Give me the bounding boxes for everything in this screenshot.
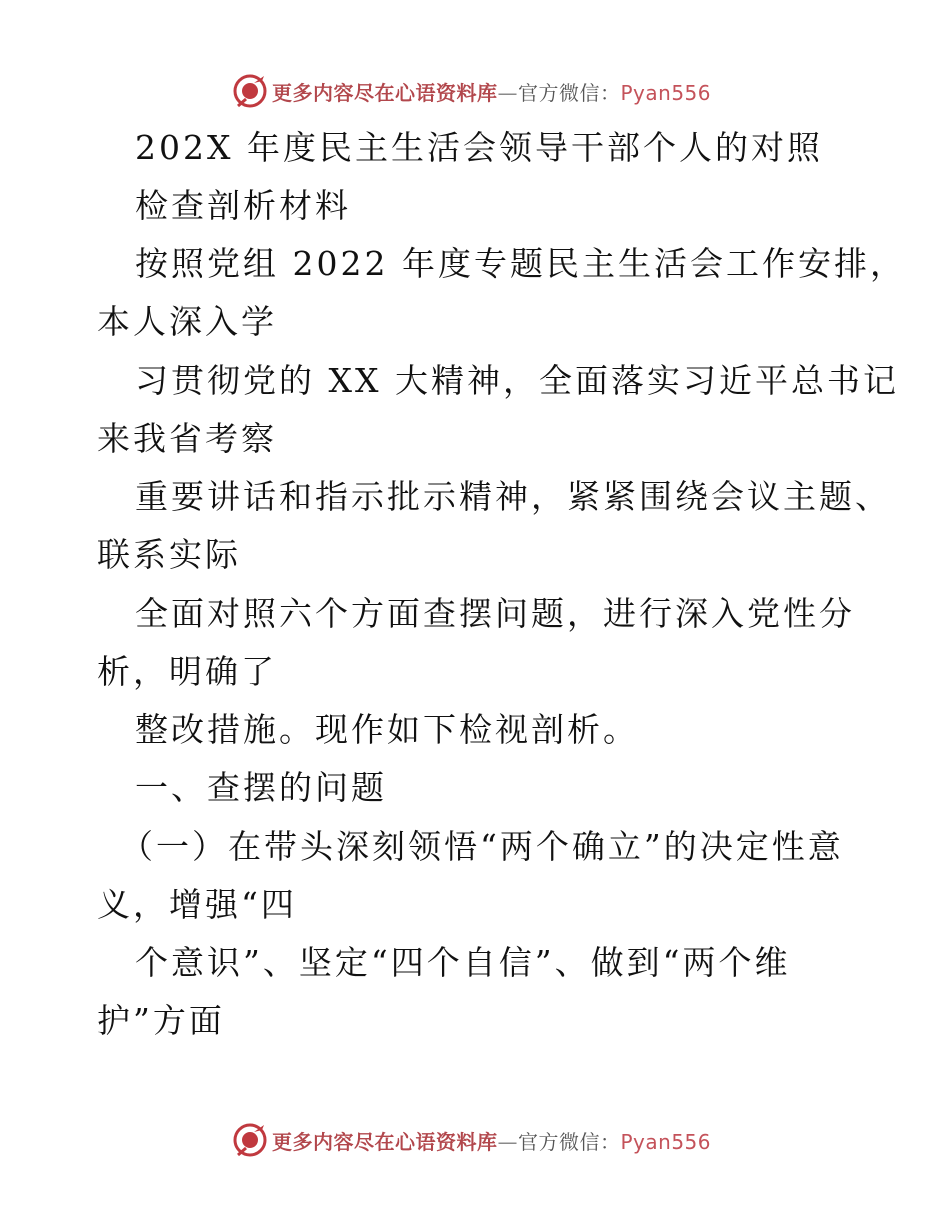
footer-watermark xyxy=(232,1120,711,1160)
section-heading: 一、查摆的问题 xyxy=(135,768,387,807)
document-title-line-1: 202X 年度民主生活会领导干部个人的对照 xyxy=(135,128,823,167)
paragraph-line: 本人深入学 xyxy=(97,302,277,341)
watermark-dash: — xyxy=(497,1129,518,1154)
document-title-line-2: 检查剖析材料 xyxy=(135,186,351,225)
watermark-wechat-id: Pyan556 xyxy=(620,80,712,105)
paragraph-line: 全面对照六个方面查摆问题，进行深入党性分 xyxy=(135,594,855,633)
watermark-wechat-label: 官方微信 xyxy=(518,1129,600,1154)
watermark-brand: 更多内容尽在心语资料库 xyxy=(272,80,498,105)
watermark-wechat-label: 官方微信 xyxy=(518,80,600,105)
subsection-heading-line: 义，增强“四 xyxy=(97,885,297,924)
paragraph-line: 习贯彻党的 XX 大精神，全面落实习近平总书记 xyxy=(135,361,899,400)
subsection-heading-line: 护”方面 xyxy=(97,1001,225,1040)
subsection-heading-line: 个意识”、坚定“四个自信”、做到“两个维 xyxy=(135,943,791,982)
logo-icon xyxy=(232,1122,268,1158)
watermark-brand: 更多内容尽在心语资料库 xyxy=(272,1129,498,1154)
paragraph-line: 析，明确了 xyxy=(97,652,277,691)
watermark-wechat-id: Pyan556 xyxy=(620,1129,712,1154)
paragraph-line: 来我省考察 xyxy=(97,419,277,458)
paragraph-line: 联系实际 xyxy=(97,535,241,574)
watermark-dash: — xyxy=(497,80,518,105)
watermark-colon: ： xyxy=(600,1129,621,1154)
header-watermark xyxy=(232,71,711,111)
paragraph-line: 重要讲话和指示批示精神，紧紧围绕会议主题、 xyxy=(135,477,891,516)
watermark-colon: ： xyxy=(600,80,621,105)
subsection-heading-line: （一）在带头深刻领悟“两个确立”的决定性意 xyxy=(120,827,844,866)
paragraph-line: 按照党组 2022 年度专题民主生活会工作安排， xyxy=(135,244,906,283)
logo-icon xyxy=(232,73,268,109)
paragraph-line: 整改措施。现作如下检视剖析。 xyxy=(135,710,639,749)
